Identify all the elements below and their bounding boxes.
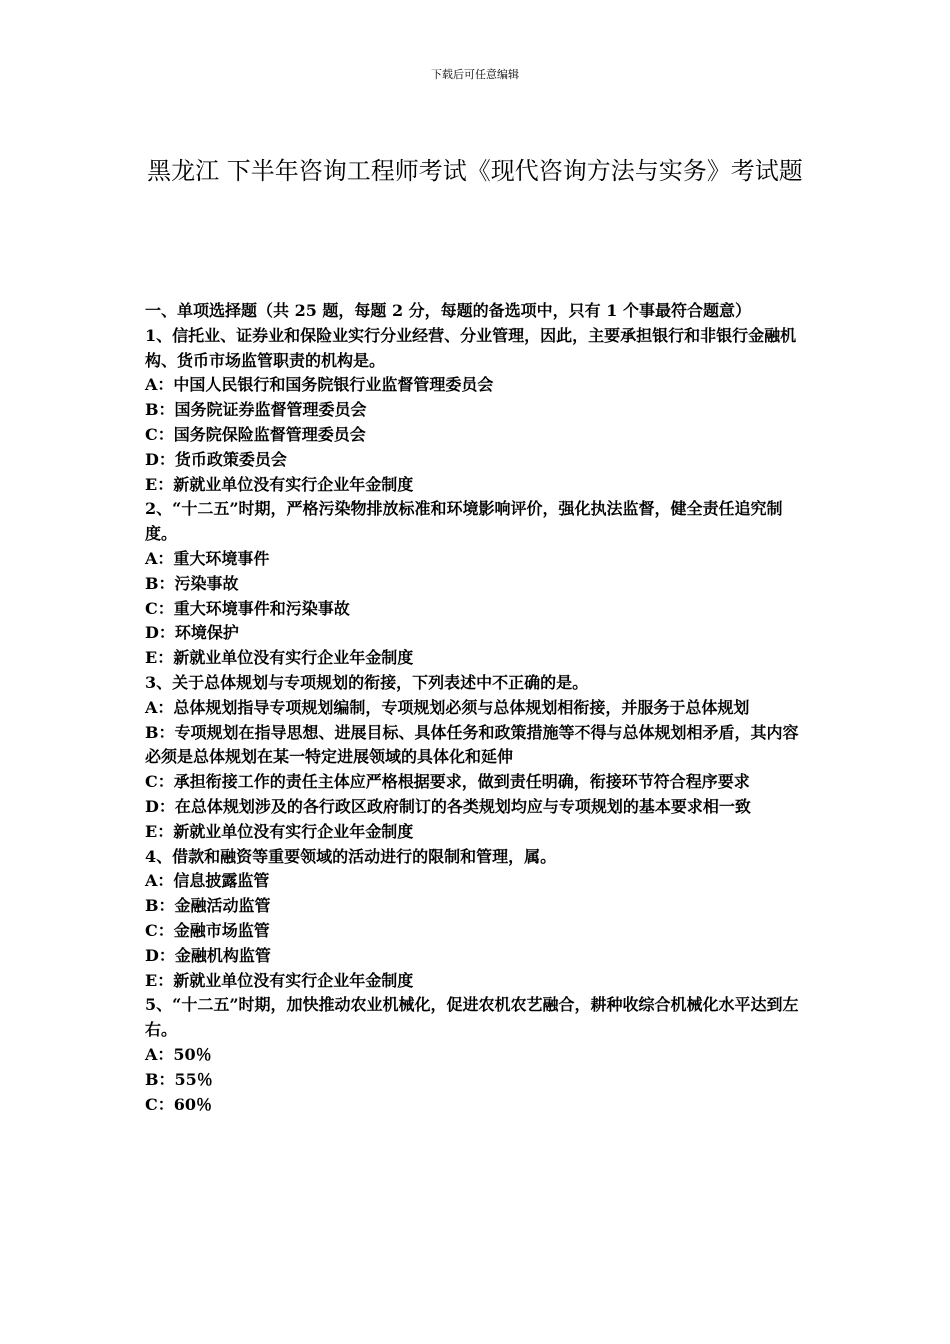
question-stem: 4、借款和融资等重要领域的活动进行的限制和管理，属。 <box>145 846 557 866</box>
option-e: E：新就业单位没有实行企业年金制度 <box>145 821 414 841</box>
option-a: A：重大环境事件 <box>145 548 270 568</box>
option-d: D：环境保护 <box>145 623 239 643</box>
option-b: B：55％ <box>145 1069 213 1089</box>
question-4 <box>145 845 805 994</box>
option-d: D：在总体规划涉及的各行政区政府制订的各类规划均应与专项规划的基本要求相一致 <box>145 796 751 816</box>
question-1 <box>145 324 805 498</box>
section-heading: 一、单项选择题（共 25 题，每题 2 分，每题的备选项中，只有 1 个事最符合题意） <box>145 301 751 320</box>
option-a: A：中国人民银行和国务院银行业监督管理委员会 <box>145 375 494 395</box>
option-c: C：重大环境事件和污染事故 <box>145 598 350 618</box>
option-a: A：50％ <box>145 1044 212 1064</box>
option-e: E：新就业单位没有实行企业年金制度 <box>145 970 414 990</box>
option-b: B：污染事故 <box>145 573 239 593</box>
option-b: B：国务院证券监督管理委员会 <box>145 400 367 420</box>
page-header-note: 下载后可任意编辑 <box>431 68 519 81</box>
option-e: E：新就业单位没有实行企业年金制度 <box>145 648 414 668</box>
question-stem: 5、“十二五”时期，加快推动农业机械化，促进农机农艺融合，耕种收综合机械化水平达到左右。 <box>145 995 799 1040</box>
option-b: B：金融活动监管 <box>145 896 271 916</box>
option-d: D：货币政策委员会 <box>145 449 287 469</box>
document-title: 黑龙江 下半年咨询工程师考试《现代咨询方法与实务》考试题 <box>147 157 803 185</box>
option-c: C：金融市场监管 <box>145 920 270 940</box>
document-body <box>145 299 805 1117</box>
option-b: B：专项规划在指导思想、进展目标、具体任务和政策措施等不得与总体规划相矛盾，其内容必须是总体规划在某一特定进展领域的具体化和延伸 <box>145 722 799 767</box>
option-c: C：国务院保险监督管理委员会 <box>145 424 366 444</box>
question-3 <box>145 671 805 845</box>
option-e: E：新就业单位没有实行企业年金制度 <box>145 474 414 494</box>
question-2 <box>145 497 805 671</box>
question-stem: 1、信托业、证券业和保险业实行分业经营、分业管理，因此，主要承担银行和非银行金融机构、货币市场监管职责的机构是。 <box>145 325 797 370</box>
option-d: D：金融机构监管 <box>145 945 271 965</box>
option-c: C：60％ <box>145 1094 213 1114</box>
option-a: A：总体规划指导专项规划编制，专项规划必须与总体规划相衔接，并服务于总体规划 <box>145 697 750 717</box>
question-stem: 3、关于总体规划与专项规划的衔接，下列表述中不正确的是。 <box>145 672 589 692</box>
question-5 <box>145 993 805 1117</box>
question-stem: 2、“十二五”时期，严格污染物排放标准和环境影响评价，强化执法监督，健全责任追究制度。 <box>145 499 783 544</box>
option-c: C：承担衔接工作的责任主体应严格根据要求，做到责任明确，衔接环节符合程序要求 <box>145 772 750 792</box>
option-a: A：信息披露监管 <box>145 871 270 891</box>
